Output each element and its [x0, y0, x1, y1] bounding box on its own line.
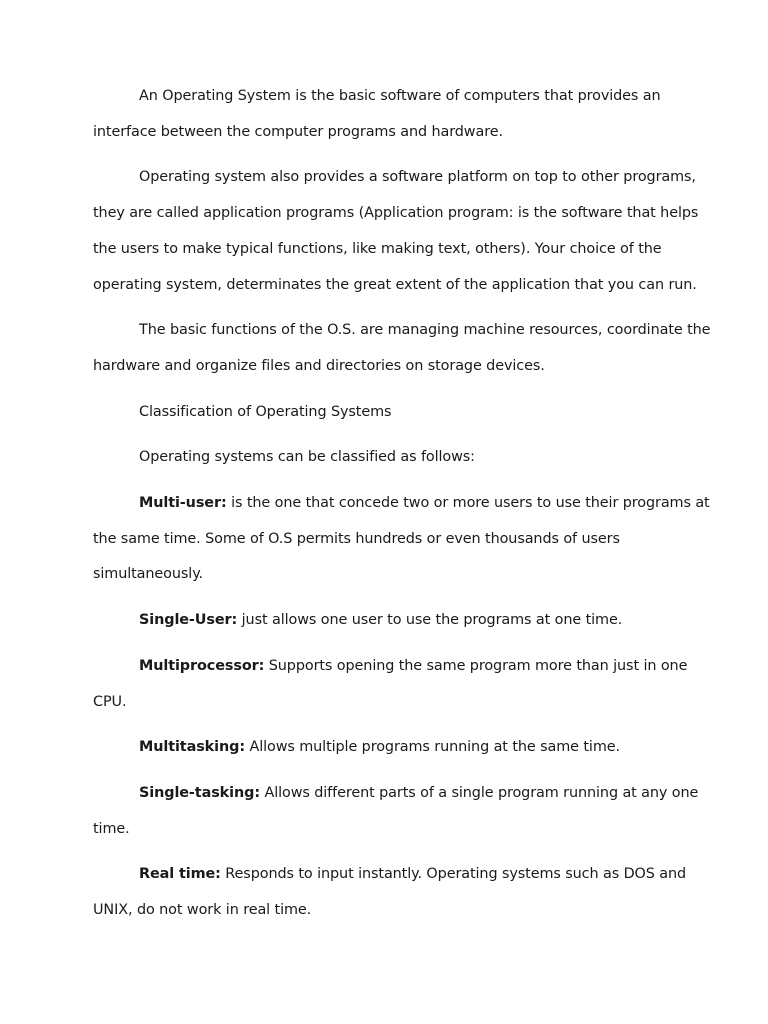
text-line: operating system, determinates the great extent of the application that you can run. — [93, 276, 697, 293]
term-label: Single-tasking: — [139, 784, 260, 801]
term-label: Multiprocessor: — [139, 657, 265, 674]
classification-single-user — [93, 603, 675, 639]
text-line: the same time. Some of O.S permits hundreds or even thousands of users — [93, 530, 620, 547]
section-heading — [93, 395, 675, 431]
text-line: time. — [93, 820, 130, 837]
text-line: An Operating System is the basic software of computers that provides an — [139, 88, 661, 104]
text-line: the users to make typical functions, like making text, others). Your choice of the — [93, 240, 662, 257]
term-description: Allows multiple programs running at the same time. — [244, 739, 620, 756]
term-description: Supports opening the same program more than just in one — [264, 657, 688, 674]
classification-single-tasking — [93, 776, 699, 847]
text-line: Operating systems can be classified as follows: — [139, 449, 475, 466]
classification-real-time — [93, 857, 687, 928]
paragraph-platform — [93, 160, 699, 303]
text-line: they are called application programs (Application program: is the software that helps — [93, 205, 699, 222]
text-line: Classification of Operating Systems — [139, 403, 392, 420]
classification-multiprocessor — [93, 649, 688, 720]
classification-multi-user — [93, 486, 710, 593]
paragraph-functions — [93, 313, 711, 384]
text-line: interface between the computer programs and hardware. — [93, 123, 503, 140]
text-line: UNIX, do not work in real time. — [93, 902, 312, 919]
paragraph-intro — [93, 79, 675, 150]
term-description: is the one that concede two or more users to use their programs at — [226, 495, 710, 512]
document-page — [93, 79, 711, 939]
term-description: Responds to input instantly. Operating systems such as DOS and — [220, 866, 687, 883]
classification-multitasking — [93, 730, 675, 766]
term-description: Allows different parts of a single program running at any one — [259, 784, 699, 801]
term-label: Multitasking: — [139, 739, 245, 756]
term-label: Single-User: — [139, 612, 238, 629]
text-line: CPU. — [93, 693, 127, 710]
paragraph-classified-intro — [93, 440, 675, 476]
term-label: Multi-user: — [139, 495, 227, 512]
text-line: Operating system also provides a software platform on top to other programs, — [139, 169, 696, 186]
text-line: hardware and organize files and directories on storage devices. — [93, 357, 545, 374]
text-line: The basic functions of the O.S. are managing machine resources, coordinate the — [139, 322, 711, 339]
term-description: just allows one user to use the programs at one time. — [237, 612, 623, 629]
text-line: simultaneously. — [93, 566, 204, 583]
term-label: Real time: — [139, 866, 221, 883]
